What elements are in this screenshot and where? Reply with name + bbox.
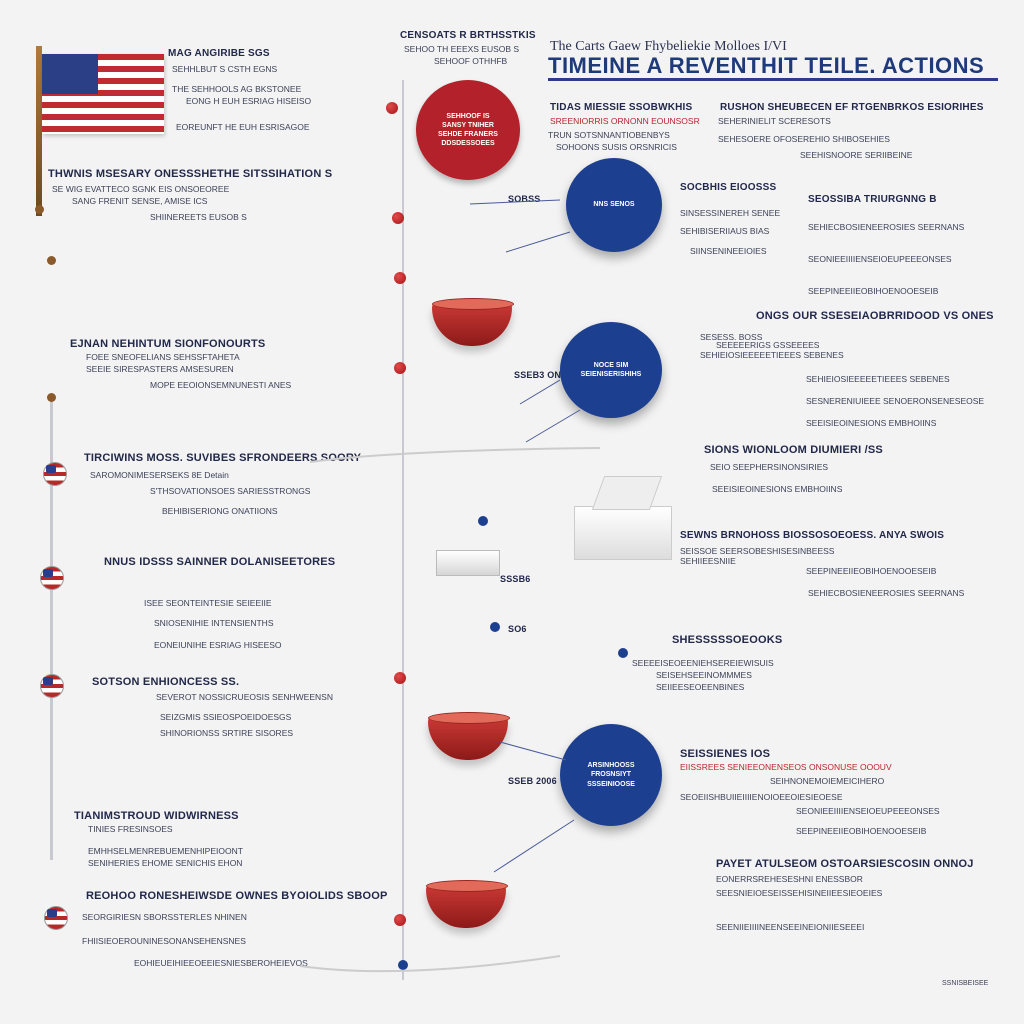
left-entry-7-line: EMHHSELMENREBUEMENHIPEIOONT	[88, 846, 243, 856]
left-entry-2-title: THWNIS MSESARY ONESSSHETHE SITSSIHATION S	[48, 168, 333, 180]
right-entry-5-line: SEHIEIOSIEEEEETIEEES SEBENES	[700, 350, 844, 360]
right-entry-8-line: SEISEHSEEINOMMMES	[656, 670, 752, 680]
left-entry-3-line: MOPE EEOIONSEMNUNESTI ANES	[150, 380, 292, 390]
right-entry-8-title: SHESSSSSOEOOKS	[672, 634, 783, 646]
right-entry-10-line: SEESNIEIOESEISSEHISINEIIEESIEOEIES	[716, 888, 883, 898]
right-entry-1-line: SREENIORRIS ORNONN EOUNSOSR	[550, 116, 700, 126]
footer-code: SSNISBEISEE	[942, 980, 989, 987]
left-entry-1-title: MAG ANGIRIBE SGS	[168, 48, 270, 59]
left-entry-6-line: SEVEROT NOSSICRUEOSIS SENHWEENSN	[156, 692, 333, 702]
left-entry-7-line: SENIHERIES EHOME SENICHIS EHON	[88, 858, 243, 868]
year-mark: SO6	[508, 624, 527, 634]
left-entry-7-title: TIANIMSTROUD WIDWIRNESS	[74, 810, 239, 822]
year-mark: SOBSS	[508, 194, 541, 204]
right-entry-5-line: SESESS. BOSS	[700, 332, 763, 342]
left-entry-5-title: NNUS IDSSS SAINNER DOLANISEETORES	[104, 556, 336, 568]
right-entry-8-line: SEIIEESEOEENBINES	[656, 682, 745, 692]
right-entry-7-para: SEHIECBOSIENEEROSIES SEERNANS	[808, 588, 965, 598]
right-entry-9-title: SEISSIENES IOS	[680, 748, 771, 760]
right-entry-3-title: SOCBHIS EIOOSSS	[680, 182, 777, 193]
disk-label: NOCE SIM SEIENISERISHIHS	[580, 361, 642, 378]
left-entry-2-line: SHIINEREETS EUSOB S	[150, 212, 247, 222]
left-entry-6-line: SHINORIONSS SRTIRE SISORES	[160, 728, 294, 738]
left-entry-2-line: SE WIG EVATTECO SGNK EIS ONSOEOREE	[52, 184, 230, 194]
right-entry-4-title: SEOSSIBA TRIURGNNG B	[808, 194, 937, 205]
left-entry-5-line: EONEIUNIHE ESRIAG HISEESO	[154, 640, 282, 650]
disk-label: NNS SENOS	[593, 201, 635, 209]
right-entry-10-line: SEENIIEIIIINEENSEEINEIONIIESEEEI	[716, 922, 865, 932]
right-entry-7-line: SEHIIEESNIIE	[680, 556, 736, 566]
left-entry-8-line: FHIISIEOEROUNINESONANSEHENSNES	[82, 936, 246, 946]
left-entry-5-line: ISEE SEONTEINTESIE SEIEEIIE	[144, 598, 272, 608]
left-entry-8-title: REOHOO RONESHEIWSDE OWNES BYOIOLIDS SBOOP	[86, 890, 388, 902]
top-center-line-3: SEHOOF OTHHFB	[434, 56, 508, 66]
right-entry-3-line: SINSESSINEREH SENEE	[680, 208, 781, 218]
right-entry-9-line: EIISSREES SENIEEONENSEOS ONSONUSE OOOUV	[680, 762, 892, 772]
right-entry-1-title: TIDAS MIESSIE SSOBWKHIS	[550, 102, 693, 113]
right-entry-9-para: SEONIEEIIIIENSEIOEUPEEEONSES	[796, 806, 940, 816]
left-entry-1-line: THE SEHHOOLS AG BKSTONEE	[172, 84, 302, 94]
header-pre-title: The Carts Gaew Fhybeliekie Molloes I/VI	[550, 39, 787, 54]
left-entry-6-line: SEIZGMIS SSIEOSPOEIDOESGS	[160, 712, 292, 722]
year-mark: SSSB6	[500, 574, 531, 584]
right-entry-8-line: SEEEEISEOEENIEHSEREIEWISUIS	[632, 658, 774, 668]
left-entry-1-line: EONG H EUH ESRIAG HISEISO	[186, 96, 312, 106]
right-entry-10-line: EONERRSREHESESHNI ENESSBOR	[716, 874, 863, 884]
left-entry-4-line: BEHIBISERIONG ONATIIONS	[162, 506, 278, 516]
right-entry-5-title: ONGS OUR SSESEIAOBRRIDOOD VS ONES	[756, 310, 994, 322]
right-entry-4-line: SEEPINEEIIEOBIHOENOOESEIB	[808, 286, 939, 296]
left-entry-4-line: S'THSOVATIONSOES SARIESSTRONGS	[150, 486, 311, 496]
left-entry-7-line: TINIES FRESINSOES	[88, 824, 173, 834]
right-entry-6-title: SIONS WIONLOOM DIUMIERI /SS	[704, 444, 883, 456]
left-entry-6-title: SOTSON ENHIONCESS SS.	[92, 676, 240, 688]
left-entry-3-line: FOEE SNEOFELIANS SEHSSFTAHETA	[86, 352, 240, 362]
left-entry-2-line: SANG FRENIT SENSE, AMISE ICS	[72, 196, 208, 206]
right-entry-6-line: SEEISIEOINESIONS EMBHOIINS	[712, 484, 843, 494]
left-entry-4-title: TIRCIWINS MOSS. SUVIBES SFRONDEERS SOORY	[84, 452, 362, 464]
top-center-line-1: CENSOATS R BRTHSSTKIS	[400, 30, 536, 41]
right-entry-10-title: PAYET ATULSEOM OSTOARSIESCOSIN ONNOJ	[716, 858, 974, 870]
left-entry-5-line: SNIOSENIHIE INTENSIENTHS	[154, 618, 274, 628]
right-entry-2-line: SEHERINIELIT SCERESOTS	[718, 116, 831, 126]
right-entry-1-line: SOHOONS SUSIS ORSNRICIS	[556, 142, 677, 152]
top-center-line-2: SEHOO TH EEEXS EUSOB S	[404, 44, 520, 54]
year-mark: SSEB 2006	[508, 776, 557, 786]
page-title: TIMEINE A REVENTHIT TEILE. ACTIONS	[548, 53, 985, 78]
right-entry-3-line: SEHIBISERIIAUS BIAS	[680, 226, 770, 236]
right-entry-2-line: SEHESOERE OFOSEREHIO SHIBOSEHIES	[718, 134, 890, 144]
year-mark: SSEB3 ON	[514, 370, 562, 380]
left-entry-1-line: EOREUNFT HE EUH ESRISAGOE	[176, 122, 310, 132]
right-entry-7-line: SEISSOE SEERSOBESHISESINBEESS	[680, 546, 835, 556]
right-entry-7-para: SEEPINEEIIEOBIHOENOOESEIB	[806, 566, 937, 576]
right-entry-4-line: SEHIECBOSIENEEROSIES SEERNANS	[808, 222, 965, 232]
right-entry-3-line: SIINSENINEEIOIES	[690, 246, 767, 256]
right-entry-6-line: SEIO SEEPHERSINONSIRIES	[710, 462, 829, 472]
left-entry-1-line: SEHHLBUT S CSTH EGNS	[172, 64, 278, 74]
right-entry-5-paragraph: SEEISIEOINESIONS EMBHOIINS	[806, 418, 937, 428]
disk-label: ARSINHOOSS FROSNSIYT SSSEINIOOSE	[587, 762, 635, 788]
left-entry-8-line: EOHIEUEIHIEEOEEIESNIESBEROHEIEVOS	[134, 958, 308, 968]
right-entry-9-line: SEIHNONEMOIEMEICIHERO	[770, 776, 885, 786]
right-entry-4-line: SEONIEEIIIIENSEIOEUPEEEONSES	[808, 254, 952, 264]
right-entry-1-line: TRUN SOTSNNANTIOBENBYS	[548, 130, 670, 140]
right-entry-5-paragraph: SESNERENIUIEEE SENOERONSENESEOSE	[806, 396, 985, 406]
left-entry-3-title: EJNAN NEHINTUM SIONFONOURTS	[70, 338, 266, 350]
left-entry-8-line: SEORGIRIESN SBORSSTERLES NHINEN	[82, 912, 247, 922]
right-entry-7-title: SEWNS BRNOHOSS BIOSSOSOEOESS. ANYA SWOIS	[680, 530, 945, 541]
right-entry-5-paragraph: SEHIEIOSIEEEEETIEEES SEBENES	[806, 374, 950, 384]
left-entry-3-line: SEEIE SIRESPASTERS AMSESUREN	[86, 364, 234, 374]
right-entry-2-line: SEEHISNOORE SERIIBEINE	[800, 150, 913, 160]
right-entry-9-line: SEOEIISHBUIIEIIIIENOIOEEOIESIEOESE	[680, 792, 843, 802]
disk-label: SEHHOOF IS SANSY TNIHER SEHDE FRANERS DDSDESSOEES	[438, 112, 498, 148]
left-entry-4-line: SAROMONIMESERSEKS 8E Detain	[90, 470, 229, 480]
right-entry-2-title: RUSHON SHEUBECEN EF RTGENBRKOS ESIORIHES	[720, 102, 984, 113]
right-entry-5-line: SEEEEERIGS GSSEEEES	[716, 340, 820, 350]
right-entry-9-para: SEEPINEEIIEOBIHOENOOESEIB	[796, 826, 927, 836]
